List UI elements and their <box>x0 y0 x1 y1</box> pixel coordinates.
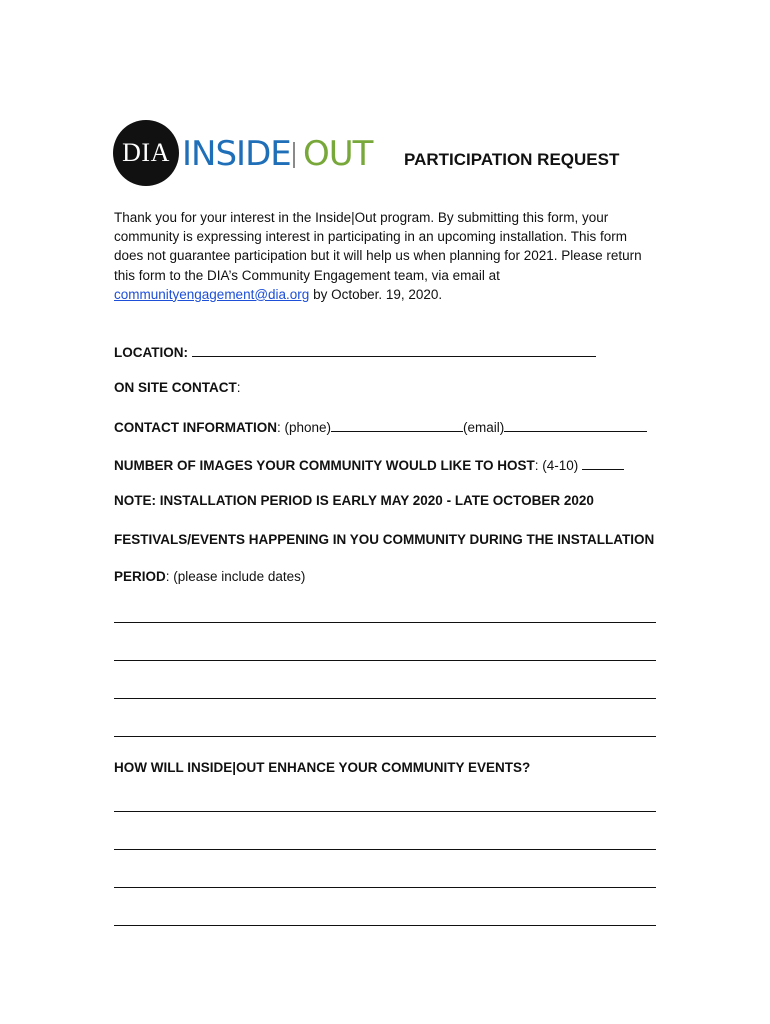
installation-note-text: NOTE: INSTALLATION PERIOD IS EARLY MAY 2020 - LATE OCTOBER 2020 <box>114 493 594 508</box>
logo-word-inside: INSIDE <box>182 134 291 174</box>
num-images-field <box>114 456 624 473</box>
onsite-contact-label: ON SITE CONTACT <box>114 380 237 395</box>
contact-info-label: CONTACT INFORMATION <box>114 420 277 435</box>
intro-paragraph <box>114 208 659 304</box>
num-images-label: NUMBER OF IMAGES YOUR COMMUNITY WOULD LIKE TO HOST <box>114 458 535 473</box>
enhance-field <box>114 760 530 775</box>
intro-deadline-text: by October. 19, 2020. <box>309 286 443 302</box>
contact-phone-label: : (phone) <box>276 420 332 435</box>
logo-divider <box>293 142 295 168</box>
festivals-answer-line[interactable] <box>114 660 656 661</box>
dia-seal-text: DIA <box>122 138 170 167</box>
festivals-label: FESTIVALS/EVENTS HAPPENING IN YOU COMMUNITY DURING THE INSTALLATION <box>114 532 655 547</box>
enhance-answer-line[interactable] <box>114 811 656 812</box>
email-link[interactable]: communityengagement@dia.org <box>114 286 310 302</box>
period-hint: : (please include dates) <box>165 569 306 584</box>
dia-seal-icon <box>113 120 179 186</box>
installation-note <box>114 493 594 508</box>
enhance-answer-line[interactable] <box>114 925 656 926</box>
festivals-answer-line[interactable] <box>114 622 656 623</box>
enhance-answer-line[interactable] <box>114 849 656 850</box>
festivals-answer-line[interactable] <box>114 736 656 737</box>
onsite-contact-field <box>114 380 241 395</box>
location-input-line[interactable] <box>192 343 596 357</box>
num-images-input-line[interactable] <box>582 456 624 470</box>
enhance-label: HOW WILL INSIDE|OUT ENHANCE YOUR COMMUNITY EVENTS? <box>114 760 531 775</box>
num-images-range: : (4-10) <box>534 458 579 473</box>
enhance-answer-line[interactable] <box>114 887 656 888</box>
period-field <box>114 569 305 584</box>
intro-text: Thank you for your interest in the Inside|Out program. By submitting this form, your community is expressing interest in participating in an upcoming installation. This form does not guarantee participation but it will help us when planning for 2021. Please return this form to the DIA’s Community Engagement team, via email at <box>114 210 642 283</box>
location-field <box>114 343 596 360</box>
festivals-answer-line[interactable] <box>114 698 656 699</box>
festivals-field <box>114 532 654 547</box>
phone-input-line[interactable] <box>331 418 463 432</box>
email-input-line[interactable] <box>504 418 647 432</box>
logo-word-out: OUT <box>303 134 373 174</box>
form-title: PARTICIPATION REQUEST <box>404 150 620 169</box>
contact-info-field <box>114 418 647 435</box>
location-label: LOCATION: <box>114 345 188 360</box>
contact-email-label: (email) <box>463 420 505 435</box>
period-label: PERIOD <box>114 569 166 584</box>
onsite-contact-colon: : <box>236 380 241 395</box>
